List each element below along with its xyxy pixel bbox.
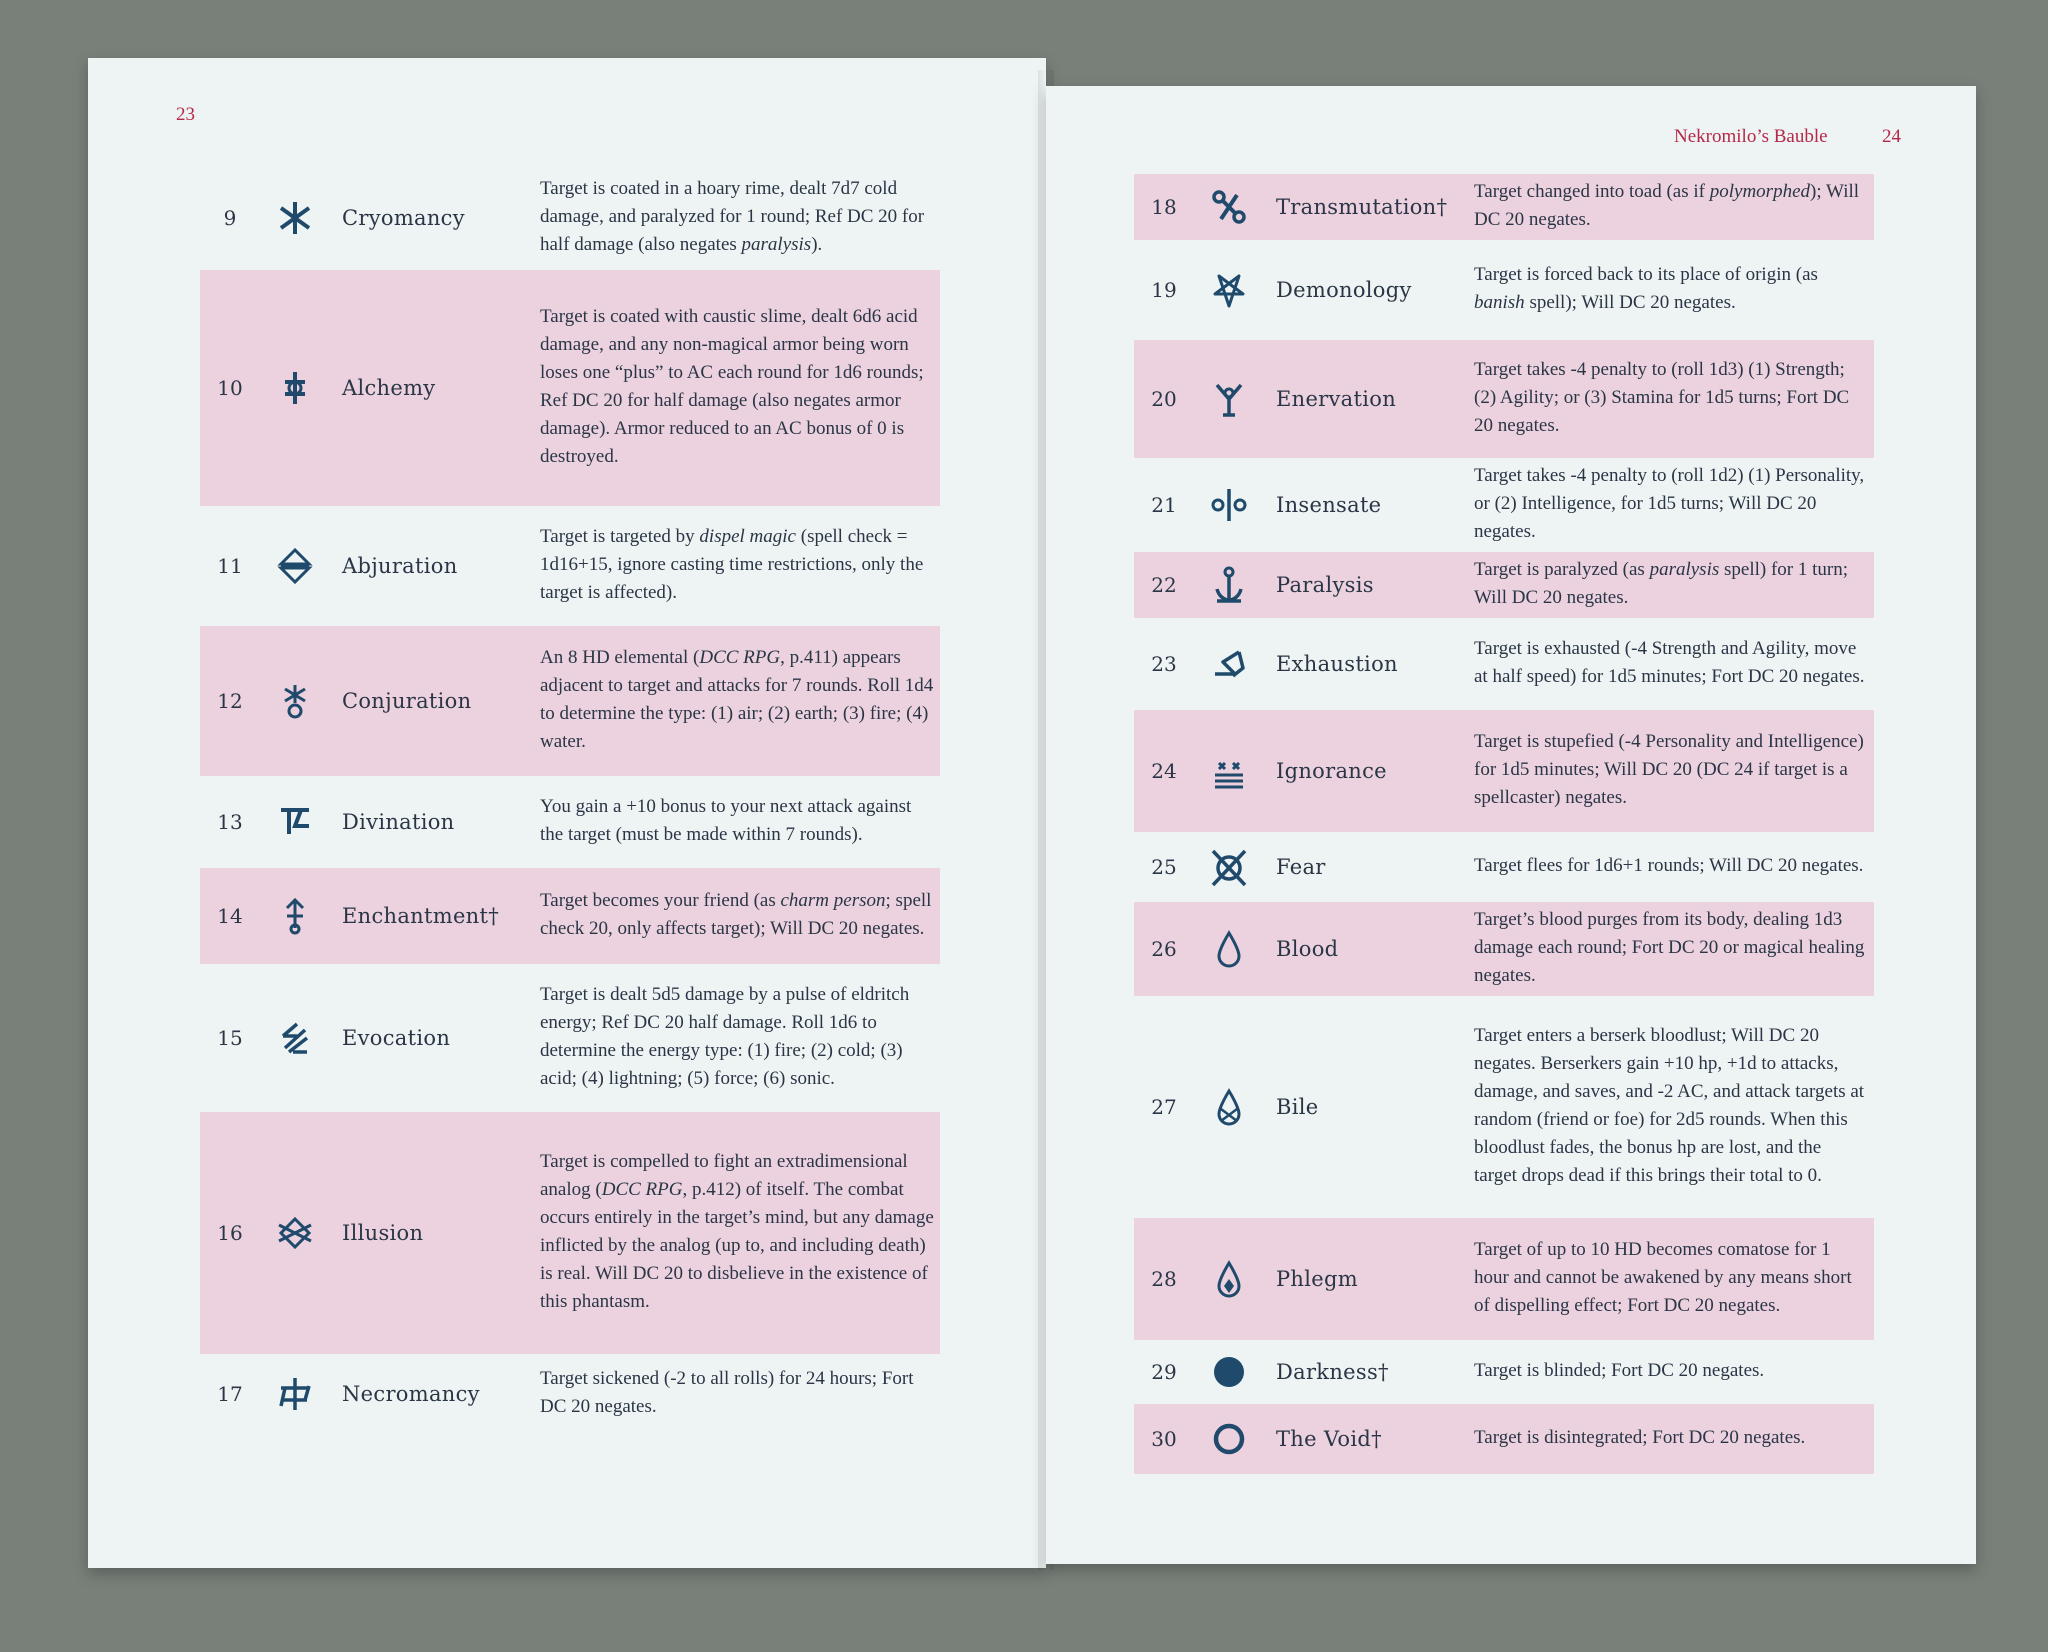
row-number: 29 [1151, 1360, 1177, 1384]
enervation-glyph-icon [1194, 379, 1264, 419]
school-name: Divination [342, 810, 455, 834]
school-name: Paralysis [1276, 573, 1374, 597]
school-name: The Void† [1276, 1427, 1382, 1451]
effect-description: Target of up to 10 HD becomes comatose for 1 hour and cannot be awakened by any means short of dispelling effect; Fort DC 20 negates. [1474, 1239, 1852, 1316]
table-row [200, 964, 940, 1112]
darkness-filled-circle-icon [1194, 1352, 1264, 1392]
effect-description: You gain a +10 bonus to your next attack against the target (must be made within 7 rounds). [540, 796, 912, 845]
row-number: 18 [1151, 195, 1177, 219]
row-number: 24 [1151, 759, 1177, 783]
row-number: 11 [217, 554, 243, 578]
table-row [1134, 832, 1874, 902]
row-number: 22 [1151, 573, 1177, 597]
table-row [200, 868, 940, 964]
divination-glyph-icon [260, 802, 330, 842]
table-row [200, 776, 940, 868]
blood-drop-icon [1194, 929, 1264, 969]
school-name: Abjuration [342, 554, 458, 578]
school-name: Necromancy [342, 1382, 480, 1406]
school-name: Conjuration [342, 689, 472, 713]
insensate-glyph-icon [1194, 485, 1264, 525]
table-row [1134, 710, 1874, 832]
table-row [200, 166, 940, 270]
table-row [200, 270, 940, 506]
table-row [1134, 458, 1874, 552]
ignorance-glyph-icon [1194, 751, 1264, 791]
bile-drop-icon [1194, 1087, 1264, 1127]
effect-description: Target is exhausted (-4 Strength and Agility, move at half speed) for 1d5 minutes; Fort DC 20 negates. [1474, 638, 1865, 687]
table-row [1134, 240, 1874, 340]
effect-description: Target takes -4 penalty to (roll 1d2) (1) Personality, or (2) Intelligence, for 1d5 turns; Will DC 20 negates. [1474, 465, 1865, 542]
row-number: 15 [217, 1026, 243, 1050]
table-row [200, 506, 940, 626]
illusion-glyph-icon [260, 1213, 330, 1253]
row-number: 28 [1151, 1267, 1177, 1291]
transmutation-glyph-icon [1194, 187, 1264, 227]
row-number: 30 [1151, 1427, 1177, 1451]
row-number: 26 [1151, 937, 1177, 961]
table-row [1134, 996, 1874, 1218]
running-head: Nekromilo’s Bauble [1674, 126, 1828, 147]
effect-description: Target is coated in a hoary rime, dealt 7d7 cold damage, and paralyzed for 1 round; Ref DC 20 for half damage (also negates paralysis). [540, 178, 925, 255]
effect-description: Target is forced back to its place of origin (as banish spell); Will DC 20 negates. [1474, 264, 1818, 313]
effect-description: Target is compelled to fight an extradimensional analog (DCC RPG, p.412) of itself. The combat occurs entirely in the target’s mind, but any damage inflicted by the analog (up to, and including death) is real. Will DC 20 to disbelieve in the existence of this phantasm. [540, 1151, 934, 1312]
effect-description: Target is disintegrated; Fort DC 20 negates. [1474, 1427, 1806, 1448]
cryomancy-glyph-icon [260, 198, 330, 238]
effect-description: Target sickened (-2 to all rolls) for 24 hours; Fort DC 20 negates. [540, 1368, 914, 1417]
effect-description: Target is dealt 5d5 damage by a pulse of eldritch energy; Ref DC 20 half damage. Roll 1d6 to determine the energy type: (1) fire; (2) cold; (3) acid; (4) lightning; (5) force; (6) sonic. [540, 984, 910, 1089]
row-number: 25 [1151, 855, 1177, 879]
effect-description: Target is blinded; Fort DC 20 negates. [1474, 1360, 1765, 1381]
abjuration-glyph-icon [260, 546, 330, 586]
school-name: Blood [1276, 937, 1339, 961]
exhaustion-glyph-icon [1194, 644, 1264, 684]
table-row [200, 1112, 940, 1354]
void-ring-icon [1194, 1419, 1264, 1459]
phlegm-drop-icon [1194, 1259, 1264, 1299]
table-row [1134, 174, 1874, 240]
table-row [1134, 1218, 1874, 1340]
row-number: 9 [223, 206, 237, 230]
school-name: Fear [1276, 855, 1326, 879]
row-number: 27 [1151, 1095, 1177, 1119]
fear-glyph-icon [1194, 847, 1264, 887]
school-name: Darkness† [1276, 1360, 1389, 1384]
demonology-pentagram-icon [1194, 270, 1264, 310]
effect-description: An 8 HD elemental (DCC RPG, p.411) appears adjacent to target and attacks for 7 rounds. Roll 1d4 to determine the type: (1) air; (2) earth; (3) fire; (4) water. [540, 647, 934, 752]
school-name: Transmutation† [1276, 195, 1448, 219]
table-row [1134, 340, 1874, 458]
table-row [200, 1354, 940, 1434]
effect-description: Target enters a berserk bloodlust; Will DC 20 negates. Berserkers gain +10 hp, +1d to attacks, damage, and saves, and -2 AC, and attack targets at random (friend or foe) for 2d5 rounds. When this bloodlust fades, the bonus hp are lost, and the target drops dead if this brings their total to 0. [1474, 1025, 1865, 1186]
school-name: Exhaustion [1276, 652, 1398, 676]
enchantment-glyph-icon [260, 896, 330, 936]
table-row [1134, 902, 1874, 996]
effect-description: Target’s blood purges from its body, dealing 1d3 damage each round; Fort DC 20 or magical healing negates. [1474, 909, 1865, 986]
table-row [1134, 1340, 1874, 1404]
evocation-glyph-icon [260, 1018, 330, 1058]
effect-description: Target is targeted by dispel magic (spell check = 1d16+15, ignore casting time restrictions, only the target is affected). [540, 526, 924, 603]
school-name: Illusion [342, 1221, 424, 1245]
table-row [1134, 552, 1874, 618]
conjuration-glyph-icon [260, 681, 330, 721]
school-name: Enchantment† [342, 904, 500, 928]
right-table [1134, 174, 1874, 1474]
school-name: Ignorance [1276, 759, 1387, 783]
effect-description: Target flees for 1d6+1 rounds; Will DC 20 negates. [1474, 855, 1864, 876]
school-name: Evocation [342, 1026, 451, 1050]
alchemy-glyph-icon [260, 368, 330, 408]
effect-description: Target becomes your friend (as charm person; spell check 20, only affects target); Will DC 20 negates. [540, 890, 932, 939]
school-name: Alchemy [342, 376, 436, 400]
row-number: 16 [217, 1221, 243, 1245]
row-number: 21 [1151, 493, 1177, 517]
school-name: Enervation [1276, 387, 1397, 411]
row-number: 13 [217, 810, 243, 834]
table-row [1134, 1404, 1874, 1474]
row-number: 19 [1151, 278, 1177, 302]
school-name: Phlegm [1276, 1267, 1358, 1291]
paralysis-anchor-icon [1194, 565, 1264, 605]
school-name: Bile [1276, 1095, 1319, 1119]
table-row [200, 626, 940, 776]
row-number: 10 [217, 376, 243, 400]
necromancy-glyph-icon [260, 1374, 330, 1414]
table-row [1134, 618, 1874, 710]
left-table [200, 166, 940, 1434]
effect-description: Target is coated with caustic slime, dealt 6d6 acid damage, and any non-magical armor being worn loses one “plus” to AC each round for 1d6 rounds; Ref DC 20 for half damage (also negates armor damage). Armor reduced to an AC bonus of 0 is destroyed. [540, 306, 924, 467]
row-number: 14 [217, 904, 243, 928]
page-number-right: 24 [1882, 126, 1901, 147]
page-number-left: 23 [176, 104, 195, 125]
row-number: 23 [1151, 652, 1177, 676]
effect-description: Target takes -4 penalty to (roll 1d3) (1) Strength; (2) Agility; or (3) Stamina for 1d5 turns; Fort DC 20 negates. [1474, 359, 1850, 436]
right-page [1046, 86, 1976, 1564]
effect-description: Target is paralyzed (as paralysis spell) for 1 turn; Will DC 20 negates. [1474, 559, 1849, 608]
row-number: 17 [217, 1382, 243, 1406]
effect-description: Target changed into toad (as if polymorphed); Will DC 20 negates. [1474, 181, 1860, 230]
effect-description: Target is stupefied (-4 Personality and Intelligence) for 1d5 minutes; Will DC 20 (DC 24 if target is a spellcaster) negates. [1474, 731, 1864, 808]
school-name: Insensate [1276, 493, 1382, 517]
row-number: 12 [217, 689, 243, 713]
school-name: Demonology [1276, 278, 1412, 302]
row-number: 20 [1151, 387, 1177, 411]
school-name: Cryomancy [342, 206, 465, 230]
left-page [88, 58, 1046, 1568]
